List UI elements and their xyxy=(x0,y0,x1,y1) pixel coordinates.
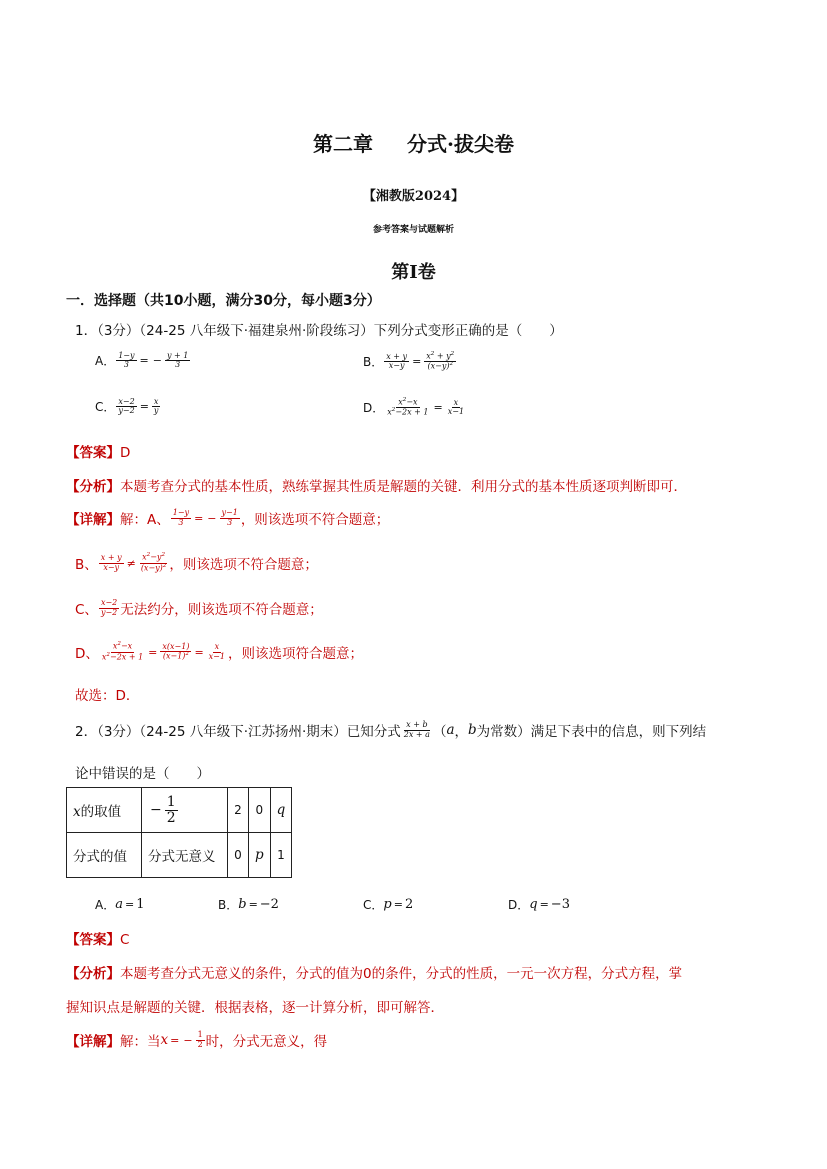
fraction: $\frac{x-2}{y-2}$ xyxy=(118,397,135,416)
q2-option-a[interactable]: A． a = 1 xyxy=(95,897,145,912)
q2-stem-line2: 论中错误的是（ ） xyxy=(75,766,210,782)
fraction: $\frac{x + b}{2x + a}$ xyxy=(403,720,430,739)
q1-stem: 1．（3分）（24-25 八年级下·福建泉州·阶段练习）下列分式变形正确的是（ ） xyxy=(75,323,563,339)
q2-analysis: 【分析】本题考查分式无意义的条件，分式的值为0的条件，分式的性质，一元一次方程，分式方程，掌 xyxy=(66,966,683,982)
paper-name: 分式·拔尖卷 xyxy=(407,132,514,156)
fraction: $\frac{x^2-x}{x^2-2x + 1}$ xyxy=(387,397,429,417)
table-cell: − $\frac{1}{2}$ xyxy=(142,788,228,833)
table-row xyxy=(67,833,292,878)
fraction: $\frac{x}{x-1}$ xyxy=(447,397,465,417)
q2-stem: 2．（3分）（24-25 八年级下·江苏扬州·期末）已知分式 $\frac{x + b}{2x + a}$ （ a ， b 为常数）满足下表中的信息，则下列结 xyxy=(75,720,707,740)
table-cell: 1 xyxy=(270,833,292,878)
q1-option-a[interactable]: A． $\frac{1-y}{3}$ = − $\frac{y + 1}{3}$ xyxy=(95,351,189,370)
q2-answer: 【答案】C xyxy=(66,932,130,948)
q1-conclusion: 故选：D． xyxy=(75,688,140,704)
fraction: $\frac{x^2-x}{x^2-2x + 1}$ xyxy=(101,641,144,662)
fraction: $\frac{1}{2}$ xyxy=(197,1030,203,1049)
fraction: $\frac{x-2}{y-2}$ xyxy=(100,598,118,617)
table-cell: 0 xyxy=(228,833,249,878)
fraction: $\frac{x^2 + y^2}{(x-y)^2}$ xyxy=(426,351,455,371)
answer-value: C xyxy=(120,932,130,948)
section-heading: 一．选择题（共10小题，满分30分，每小题3分） xyxy=(66,293,381,309)
table-cell: 2 xyxy=(228,788,249,833)
option-label: D． xyxy=(363,401,385,416)
q1-detail-b: B、 $\frac{x + y}{x-y}$ ≠ $\frac{x^2-y^2}{(x-y)^2}$ ，则该选项不符合题意； xyxy=(75,552,318,573)
table-cell: 分式的值 xyxy=(67,833,142,878)
q1-detail-c: C、 $\frac{x-2}{y-2}$ 无法约分，则该选项不符合题意； xyxy=(75,598,323,618)
chapter-label: 第二章 xyxy=(313,132,374,156)
table-cell: q xyxy=(270,788,292,833)
volume-heading: 第I卷 xyxy=(391,262,436,283)
table-cell: p xyxy=(249,833,271,878)
q1-option-c[interactable]: C． $\frac{x-2}{y-2}$ = $\frac{x}{y}$ xyxy=(95,397,159,416)
table-cell: 分式无意义 xyxy=(142,833,228,878)
fraction: $\frac{x(x-1)}{(x-1)^2}$ xyxy=(162,641,190,661)
answer-value: D xyxy=(120,445,131,461)
table-cell: 0 xyxy=(249,788,271,833)
fraction: $\frac{x}{x-1}$ xyxy=(208,642,225,661)
page-title xyxy=(0,128,827,157)
q2-option-c[interactable]: C． p = 2 xyxy=(363,897,414,912)
option-label: B． xyxy=(363,355,384,370)
fraction: $\frac{1-y}{3}$ xyxy=(118,351,135,370)
q1-option-b[interactable]: B． $\frac{x + y}{x-y}$ = $\frac{x^2 + y^2}{(x-y)^2}$ xyxy=(363,351,455,371)
q1-detail-d: D、 $\frac{x^2-x}{x^2-2x + 1}$ = $\frac{x(x-1)}{(x-1)^2}$ = $\frac{x}{x-1}$ ，则该选项符合题意； xyxy=(75,641,363,662)
fraction: $\frac{x + y}{x-y}$ xyxy=(386,351,408,371)
option-label: C． xyxy=(95,400,116,415)
subtitle: 参考答案与试题解析 xyxy=(372,225,454,235)
option-label: A． xyxy=(95,354,116,369)
q2-info-table xyxy=(66,787,292,878)
q2-option-d[interactable]: D． q = −3 xyxy=(508,897,570,912)
fraction: $\frac{y + 1}{3}$ xyxy=(166,351,189,370)
q2-option-b[interactable]: B． b = −2 xyxy=(218,897,279,912)
q1-analysis: 【分析】本题考查分式的基本性质，熟练掌握其性质是解题的关键．利用分式的基本性质逐项判断即可． xyxy=(66,479,687,495)
fraction: $\frac{x + y}{x-y}$ xyxy=(100,553,122,572)
fraction: $\frac{1}{2}$ xyxy=(166,793,176,826)
table-cell: x的取值 xyxy=(67,788,142,833)
edition-label: 【湘教版2024】 xyxy=(362,189,465,204)
table-row xyxy=(67,788,292,833)
fraction: $\frac{x}{y}$ xyxy=(153,397,159,416)
q1-detail-a: 【详解】 解：A、 $\frac{1-y}{3}$ = − $\frac{y-1}{3}$ ，则该选项不符合题意； xyxy=(66,508,390,528)
fraction: $\frac{1-y}{3}$ xyxy=(172,508,190,527)
fraction: $\frac{x^2-y^2}{(x-y)^2}$ xyxy=(140,552,167,573)
q1-option-d[interactable]: D． $\frac{x^2-x}{x^2-2x + 1}$ = $\frac{x}{x-1}$ xyxy=(363,397,465,417)
q2-analysis-line2: 握知识点是解题的关键．根据表格，逐一计算分析，即可解答． xyxy=(66,1000,444,1016)
fraction: $\frac{y-1}{3}$ xyxy=(221,508,238,527)
q1-answer: 【答案】D xyxy=(66,445,131,461)
q2-detail: 【详解】 解：当 x = − $\frac{1}{2}$ 时，分式无意义，得 xyxy=(66,1030,328,1050)
